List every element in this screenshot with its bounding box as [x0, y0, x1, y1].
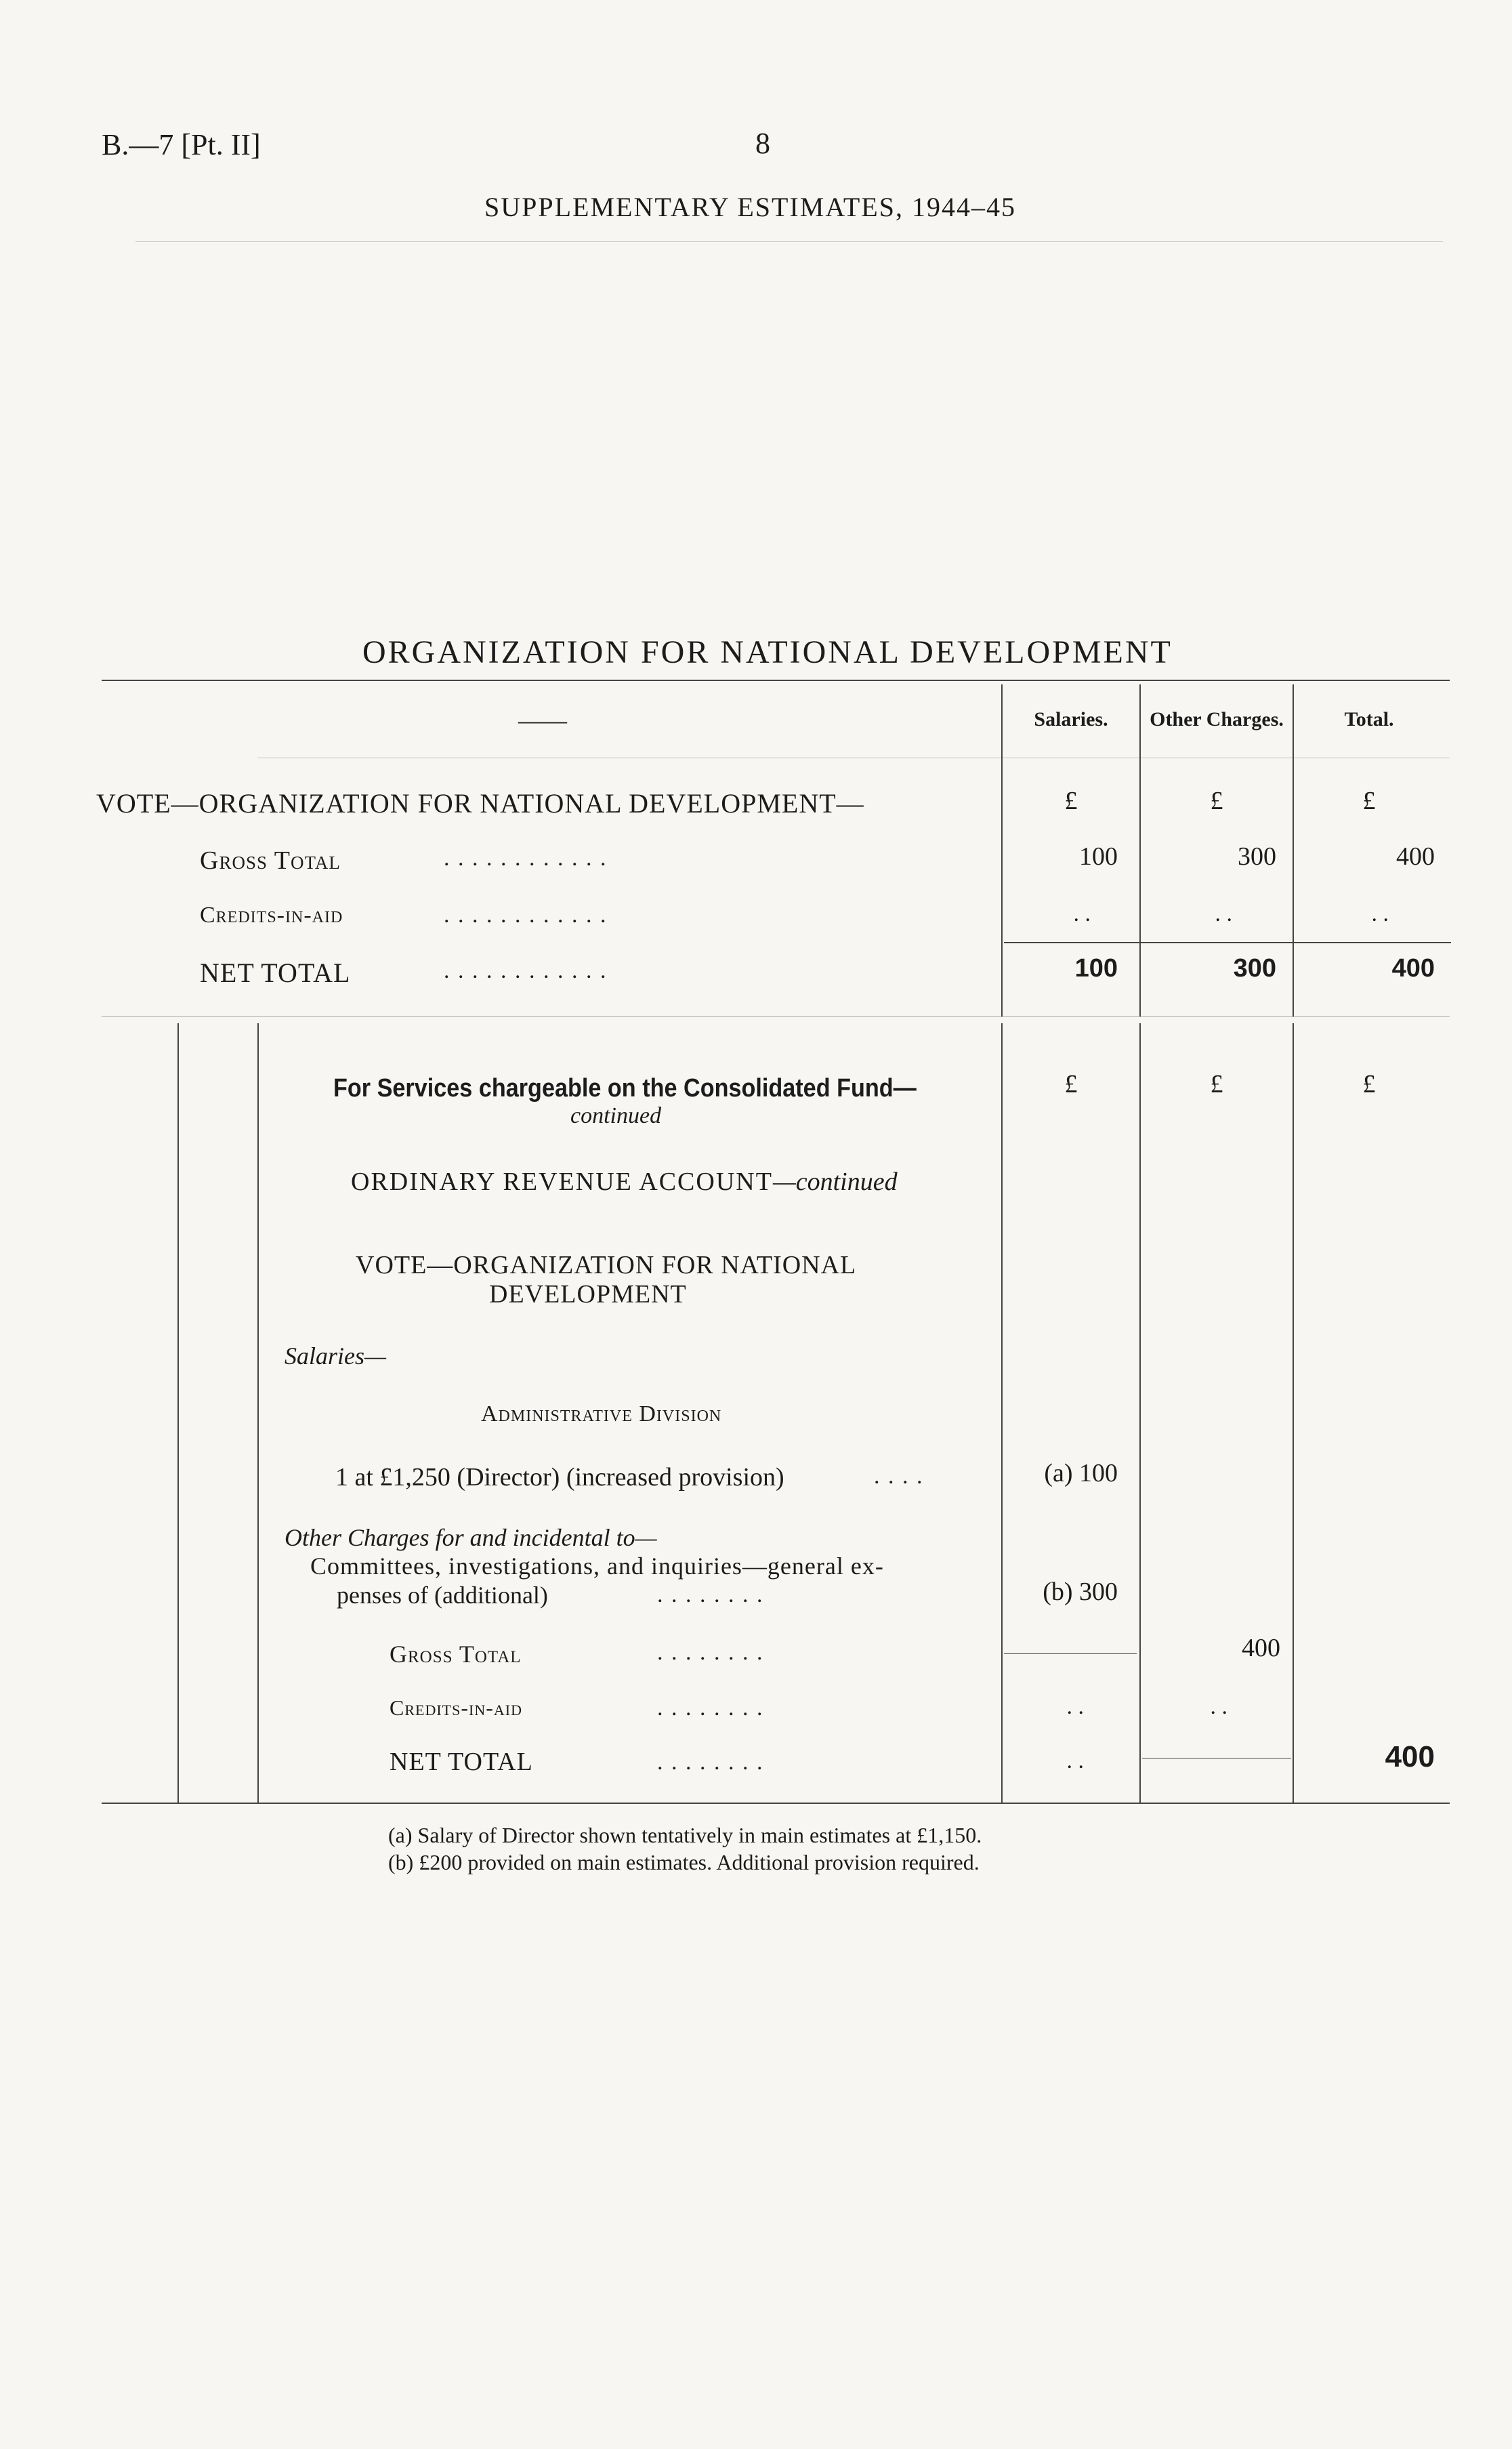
- summary-net-total-label: NET TOTAL: [200, 958, 351, 988]
- summary-gross-total-dots: . . . . . . . . . . . .: [444, 846, 608, 871]
- detail-net-total-dots: . . . . . . . .: [657, 1750, 764, 1775]
- account-heading-continued: —continued: [772, 1168, 898, 1196]
- detail-currency-other: £: [1210, 1070, 1223, 1098]
- services-continued: continued: [570, 1103, 662, 1128]
- detail-credits-label: Credits-in-aid: [390, 1695, 522, 1720]
- detail-credits-salaries: . .: [1066, 1694, 1084, 1719]
- summary-net-total-other: 300: [1233, 954, 1276, 983]
- summary-gross-total-total: 400: [1396, 842, 1435, 871]
- summary-credits-label: Credits-in-aid: [200, 903, 343, 928]
- account-heading-text: ORDINARY REVENUE ACCOUNT: [351, 1168, 773, 1196]
- summary-net-total-total: 400: [1391, 954, 1435, 983]
- committees-amount: (b) 300: [1043, 1578, 1118, 1606]
- other-charges-heading: Other Charges for and incidental to—: [285, 1524, 657, 1551]
- footnote-a: (a) Salary of Director shown tentatively in main estimates at £1,150.: [388, 1823, 982, 1847]
- services-heading: For Services chargeable on the Consolidated Fund—: [333, 1074, 917, 1103]
- summary-currency-total: £: [1362, 787, 1376, 815]
- detail-gross-total-other: 400: [1242, 1634, 1280, 1662]
- detail-credits-other: . .: [1210, 1694, 1227, 1719]
- detail-gross-total-dots: . . . . . . . .: [657, 1640, 764, 1665]
- detail-currency-total: £: [1362, 1070, 1376, 1098]
- committees-line2: penses of (additional): [337, 1582, 548, 1609]
- summary-credits-other: . .: [1215, 901, 1232, 926]
- footnote-b: (b) £200 provided on main estimates. Additional provision required.: [388, 1850, 980, 1874]
- page-reference: B.—7 [Pt. II]: [102, 128, 261, 161]
- summary-gross-total-salaries: 100: [1079, 842, 1118, 871]
- administrative-division: Administrative Division: [481, 1401, 722, 1426]
- summary-net-total-salaries: 100: [1074, 954, 1118, 983]
- detail-net-total-salaries: . .: [1066, 1748, 1084, 1773]
- director-line: 1 at £1,250 (Director) (increased provision): [335, 1463, 784, 1491]
- running-title: SUPPLEMENTARY ESTIMATES, 1944–45: [484, 192, 1016, 222]
- detail-currency-salaries: £: [1064, 1070, 1078, 1098]
- account-heading: [351, 1167, 898, 1197]
- salaries-label: Salaries—: [285, 1342, 387, 1370]
- column-header-other-charges: Other Charges.: [1150, 708, 1284, 730]
- summary-currency-salaries: £: [1064, 787, 1078, 815]
- page-number: 8: [755, 127, 770, 160]
- column-header-total: Total.: [1344, 708, 1394, 730]
- summary-gross-total-other: 300: [1238, 842, 1276, 871]
- summary-credits-total: . .: [1371, 901, 1389, 926]
- committees-line1: Committees, investigations, and inquiries—general ex-: [310, 1552, 884, 1580]
- detail-net-total-total: 400: [1385, 1740, 1435, 1773]
- column-header-salaries: Salaries.: [1034, 708, 1108, 730]
- summary-net-total-dots: . . . . . . . . . . . .: [444, 958, 608, 983]
- summary-currency-other: £: [1210, 787, 1223, 815]
- detail-credits-dots: . . . . . . . .: [657, 1695, 764, 1721]
- detail-net-total-label: NET TOTAL: [390, 1748, 533, 1776]
- summary-credits-salaries: . .: [1073, 901, 1091, 926]
- summary-vote-title: VOTE—ORGANIZATION FOR NATIONAL DEVELOPMENT—: [96, 788, 864, 819]
- detail-vote-line2: DEVELOPMENT: [489, 1280, 687, 1309]
- detail-vote-line1: VOTE—ORGANIZATION FOR NATIONAL: [356, 1251, 857, 1279]
- section-title: ORGANIZATION FOR NATIONAL DEVELOPMENT: [362, 634, 1173, 670]
- summary-credits-dots: . . . . . . . . . . . .: [444, 903, 608, 928]
- summary-gross-total-label: Gross Total: [200, 846, 341, 875]
- detail-gross-total-label: Gross Total: [390, 1641, 522, 1668]
- director-dots: . . . .: [874, 1464, 924, 1489]
- committees-dots: . . . . . . . .: [657, 1582, 764, 1607]
- director-amount: (a) 100: [1044, 1459, 1118, 1487]
- summary-dash-head: ——: [518, 707, 567, 734]
